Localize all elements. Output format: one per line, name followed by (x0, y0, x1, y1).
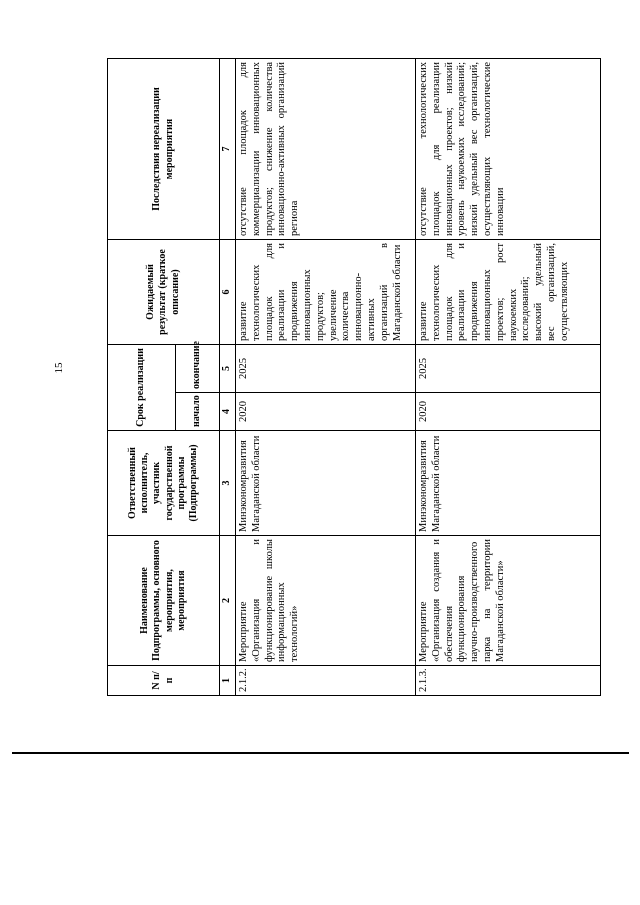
row-start: 2020 (416, 393, 601, 431)
table-row (236, 59, 416, 696)
page-number: 15 (53, 362, 65, 374)
header-period: Срок реализации (108, 345, 176, 431)
column-number: 2 (220, 536, 236, 666)
row-result: развитие технологических площадок для реализации и продвижения инновационных продуктов; увеличение количества инновационно-активных организаций в Магаданской области (236, 240, 416, 345)
header-name: Наименование Подпрограммы, основного мероприятия, мероприятия (108, 536, 220, 666)
column-number: 5 (220, 345, 236, 393)
header-consequences: Последствия нереализации мероприятия (108, 59, 220, 240)
row-executor: Минэкономразвития Магаданской области (236, 431, 416, 536)
row-num: 2.1.2. (236, 666, 416, 696)
row-num: 2.1.3. (416, 666, 601, 696)
header-executor: Ответственный исполнитель, участник государственной программы (Подпрограммы) (108, 431, 220, 536)
row-name: Мероприятие «Организация и функционирование школы информационных технологий» (236, 536, 416, 666)
column-number: 6 (220, 240, 236, 345)
measures-table (107, 58, 601, 696)
header-start: начало (176, 393, 220, 431)
row-executor: Минэкономразвития Магаданской области (416, 431, 601, 536)
row-end: 2025 (416, 345, 601, 393)
header-num: N п/п (108, 666, 220, 696)
column-number: 3 (220, 431, 236, 536)
column-number: 7 (220, 59, 236, 240)
footer-divider (12, 752, 629, 754)
row-consequences: отсутствие площадок для коммерциализации инновационных продуктов; снижение количества инновационно-активных организаций региона (236, 59, 416, 240)
table-row (416, 59, 601, 696)
column-number: 1 (220, 666, 236, 696)
row-consequences: отсутствие технологических площадок для реализации инновационных проектов; низкий уровень наукоемких исследований; низкий удельный вес организаций, осуществляющих технологические инновации (416, 59, 601, 240)
header-end: окончание (176, 345, 220, 393)
rotated-table-container (107, 59, 604, 696)
row-end: 2025 (236, 345, 416, 393)
row-start: 2020 (236, 393, 416, 431)
header-result: Ожидаемый результат (краткое описание) (108, 240, 220, 345)
row-result: развитие технологических площадок для реализации и продвижения инновационных проектов; рост наукоемких исследований; высокий удельный вес организаций, осуществляющих (416, 240, 601, 345)
column-number: 4 (220, 393, 236, 431)
row-name: Мероприятие «Организация создания и обеспечения функционирования научно-производственного парка на территории Магаданской области» (416, 536, 601, 666)
